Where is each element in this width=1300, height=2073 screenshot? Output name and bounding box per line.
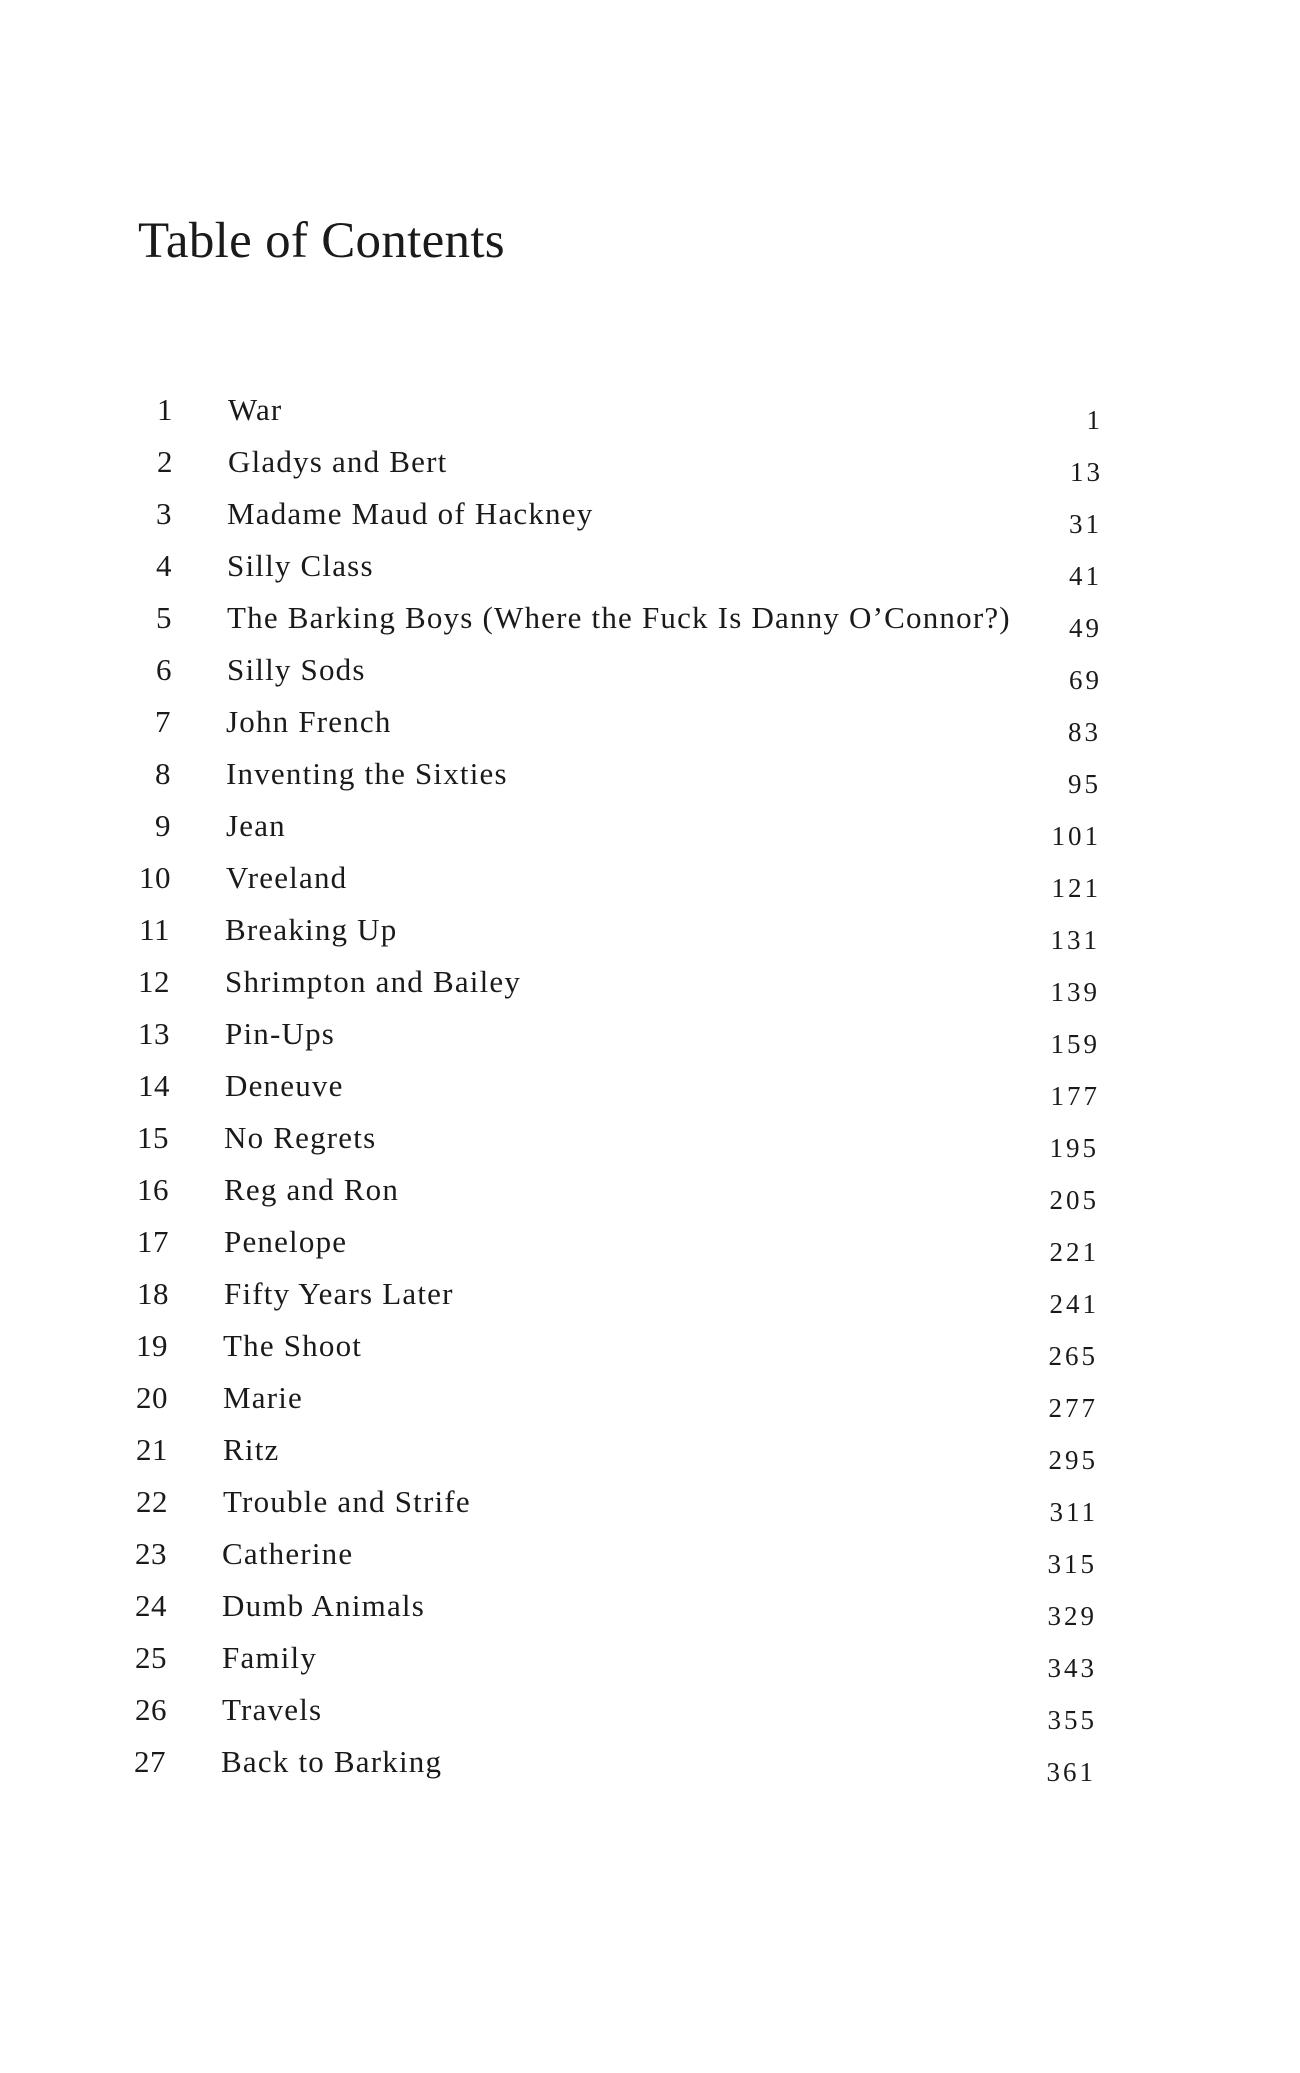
page-number: 1 (1086, 405, 1103, 435)
toc-entry (0, 748, 1300, 800)
toc-entry (0, 1320, 1300, 1372)
toc-entry (0, 1268, 1300, 1320)
chapter-title: Trouble and Strife (223, 1484, 471, 1519)
chapter-number: 8 (155, 756, 171, 791)
chapter-number: 20 (136, 1380, 168, 1415)
table-of-contents (0, 384, 1300, 1788)
page-number: 139 (1050, 977, 1100, 1007)
chapter-number: 26 (135, 1692, 167, 1727)
page-number: 361 (1046, 1757, 1096, 1787)
chapter-title: Deneuve (225, 1068, 344, 1103)
page-number: 241 (1049, 1289, 1099, 1319)
chapter-title: War (228, 392, 283, 427)
page-number: 159 (1050, 1029, 1100, 1059)
page-number: 329 (1047, 1601, 1097, 1631)
chapter-title: The Shoot (223, 1328, 363, 1363)
chapter-title: Dumb Animals (222, 1588, 425, 1623)
chapter-number: 12 (138, 964, 170, 999)
toc-entry (0, 1528, 1300, 1580)
chapter-title: Pin-Ups (225, 1016, 336, 1051)
chapter-number: 3 (156, 496, 172, 531)
chapter-title: Travels (222, 1692, 323, 1727)
chapter-number: 16 (137, 1172, 169, 1207)
toc-entry (0, 800, 1300, 852)
toc-entry (0, 1684, 1300, 1736)
chapter-number: 27 (134, 1744, 166, 1779)
page-number: 41 (1069, 561, 1102, 591)
chapter-number: 23 (135, 1536, 167, 1571)
chapter-title: John French (226, 704, 392, 739)
chapter-number: 18 (137, 1276, 169, 1311)
chapter-number: 1 (157, 392, 173, 427)
toc-entry (0, 540, 1300, 592)
toc-entry (0, 488, 1300, 540)
toc-entry (0, 1476, 1300, 1528)
toc-entry (0, 1372, 1300, 1424)
page-number: 205 (1049, 1185, 1099, 1215)
chapter-title: Shrimpton and Bailey (225, 964, 522, 999)
page-number: 315 (1047, 1549, 1097, 1579)
page-number: 83 (1068, 717, 1101, 747)
toc-entry (0, 384, 1300, 436)
chapter-number: 17 (137, 1224, 169, 1259)
page-number: 69 (1069, 665, 1102, 695)
chapter-title: The Barking Boys (Where the Fuck Is Danny O’Connor?) (227, 600, 1011, 635)
chapter-title: Inventing the Sixties (226, 756, 508, 791)
page-number: 49 (1069, 613, 1102, 643)
toc-entry (0, 852, 1300, 904)
toc-entry (0, 1580, 1300, 1632)
toc-entry (0, 436, 1300, 488)
chapter-number: 21 (136, 1432, 168, 1467)
toc-entry (0, 1060, 1300, 1112)
chapter-number: 22 (136, 1484, 168, 1519)
page-title: Table of Contents (138, 213, 505, 269)
page-number: 177 (1050, 1081, 1100, 1111)
chapter-title: Catherine (222, 1536, 354, 1571)
page-number: 295 (1048, 1445, 1098, 1475)
chapter-title: Ritz (223, 1432, 280, 1467)
toc-entry (0, 1424, 1300, 1476)
toc-entry (0, 956, 1300, 1008)
toc-entry (0, 644, 1300, 696)
page-number: 195 (1049, 1133, 1099, 1163)
chapter-number: 4 (156, 548, 172, 583)
chapter-number: 25 (135, 1640, 167, 1675)
page-number: 355 (1047, 1705, 1097, 1735)
toc-entry (0, 1216, 1300, 1268)
page-number: 221 (1049, 1237, 1099, 1267)
chapter-title: Breaking Up (225, 912, 398, 947)
chapter-number: 10 (139, 860, 171, 895)
chapter-number: 9 (155, 808, 171, 843)
page-number: 343 (1047, 1653, 1097, 1683)
page-number: 265 (1048, 1341, 1098, 1371)
toc-entry (0, 1164, 1300, 1216)
chapter-title: Silly Sods (227, 652, 366, 687)
chapter-title: No Regrets (224, 1120, 377, 1155)
page-number: 277 (1048, 1393, 1098, 1423)
chapter-number: 5 (156, 600, 172, 635)
chapter-title: Back to Barking (221, 1744, 443, 1779)
toc-entry (0, 1632, 1300, 1684)
page-number: 13 (1070, 457, 1103, 487)
chapter-number: 15 (137, 1120, 169, 1155)
chapter-number: 24 (135, 1588, 167, 1623)
chapter-title: Family (222, 1640, 318, 1675)
chapter-title: Reg and Ron (224, 1172, 400, 1207)
page-number: 121 (1051, 873, 1101, 903)
toc-entry (0, 904, 1300, 956)
toc-entry (0, 696, 1300, 748)
chapter-number: 13 (138, 1016, 170, 1051)
chapter-title: Gladys and Bert (228, 444, 448, 479)
page-number: 95 (1068, 769, 1101, 799)
page-number: 31 (1069, 509, 1102, 539)
chapter-number: 19 (136, 1328, 168, 1363)
chapter-title: Vreeland (226, 860, 348, 895)
page-number: 101 (1051, 821, 1101, 851)
chapter-number: 6 (156, 652, 172, 687)
toc-entry (0, 1736, 1300, 1788)
page-number: 131 (1050, 925, 1100, 955)
toc-entry (0, 592, 1300, 644)
chapter-title: Fifty Years Later (224, 1276, 454, 1311)
toc-entry (0, 1008, 1300, 1060)
chapter-title: Marie (223, 1380, 304, 1415)
chapter-number: 7 (155, 704, 171, 739)
chapter-number: 2 (157, 444, 173, 479)
chapter-title: Madame Maud of Hackney (227, 496, 594, 531)
page-number: 311 (1049, 1497, 1098, 1527)
chapter-title: Penelope (224, 1224, 348, 1259)
chapter-number: 14 (138, 1068, 170, 1103)
toc-entry (0, 1112, 1300, 1164)
chapter-title: Jean (226, 808, 286, 843)
chapter-title: Silly Class (227, 548, 374, 583)
chapter-number: 11 (139, 912, 170, 947)
